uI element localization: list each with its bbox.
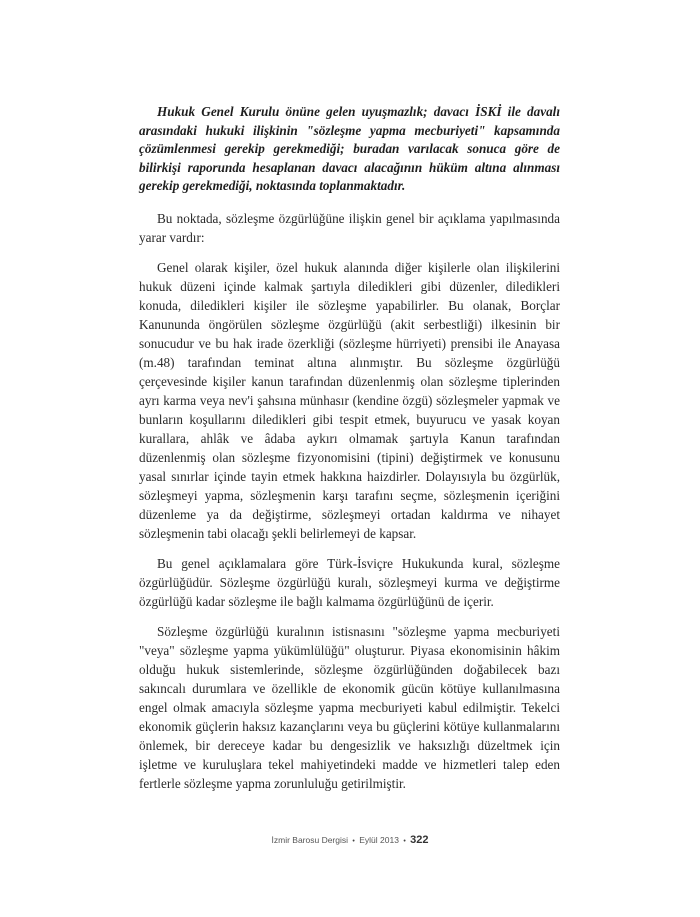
footer-journal: İzmir Barosu Dergisi [271, 835, 349, 845]
footer-date: Eylül 2013 [359, 835, 399, 845]
document-body [139, 103, 560, 804]
lead-paragraph: Hukuk Genel Kurulu önüne gelen uyuşmazlık; davacı İSKİ ile davalı arasındaki hukuki ilişkinin "sözleşme yapma mecburiyeti" kapsamında çözümlenmesi gerekip gerekmediği; buradan varılacak sonuca göre de bilirkişi raporunda hesaplanan davacı alacağının hüküm altına alınması gerekip gerekmediği, noktasında toplanmaktadır. [139, 104, 560, 194]
body-paragraph: Sözleşme özgürlüğü kuralının istisnasını "sözleşme yapma mecburiyeti "veya" sözleşme yapma yükümlülüğü" oluşturur. Piyasa ekonomisinin hâkim olduğu hukuk sistemlerinde, sözleşme özgürlüğünden doğabilecek bazı sakıncalı durumlara ve özellikle de ekonomik gücün kötüye kullanılmasına engel olmak amacıyla sözleşme yapma mecburiyeti kabul edilmiştir. Tekelci ekonomik güçlerin haksız kazançlarını veya bu güçlerini kötüye kullanmalarını önlemek, bir dereceye kadar bu dengesizlik ve haksızlığı düzeltmek için işletme ve kuruluşlara tekel mahiyetindeki madde ve hizmetleri talep eden fertlerle sözleşme yapma zorunluluğu getirilmiştir. [139, 623, 560, 791]
page-number: 322 [410, 834, 429, 846]
body-paragraph: Bu noktada, sözleşme özgürlüğüne ilişkin genel bir açıklama yapılmasında yarar vardır: [139, 210, 560, 245]
body-paragraph: Genel olarak kişiler, özel hukuk alanında diğer kişilerle olan ilişkilerini hukuk düzeni içinde kalmak şartıyla diledikleri gibi düzenler, diledikleri konuda, diledikleri kişiler ile sözleşme yapabilirler. Bu olanak, Borçlar Kanununda öngörülen sözleşme özgürlüğü (akit serbestliği) ilkesinin bir sonucudur ve bu hak irade özerkliği (sözleşme hürriyeti) prensibi ile Anayasa (m.48) tarafından teminat altına alınmıştır. Bu sözleşme özgürlüğü çerçevesinde kişiler kanun tarafından düzenlenmiş olan sözleşme tiplerinden ayrı karma veya nev'i şahsına münhasır (kendine özgü) sözleşmeler yapmak ve bunların koşullarını diledikleri gibi tespit etmek, buyurucu ve yasak koyan kurallara, ahlâk ve âdaba aykırı olmamak şartıyla Kanun tarafından düzenlenmiş olan sözleşme fizyonomisini (tipini) değiştirmek ve konusunu yasal sınırlar içinde tayin etmek hakkına haizdirler. Dolayısıyla bu özgürlük, sözleşmeyi yapma, sözleşmenin karşı tarafını seçme, sözleşmenin içeriğini düzenleme ya da değiştirme, sözleşmeyi ortadan kaldırma ve nihayet sözleşmenin tabi olacağı şekli belirlemeyi de kapsar. [139, 259, 560, 541]
page-footer [0, 833, 700, 849]
footer-separator: • [352, 838, 355, 845]
body-paragraph: Bu genel açıklamalara göre Türk-İsviçre Hukukunda kural, sözleşme özgürlüğüdür. Sözleşme özgürlüğü kuralı, sözleşmeyi kurma ve değiştirme özgürlüğü kadar sözleşme ile bağlı kalmama özgürlüğünü de içerir. [139, 555, 560, 609]
footer-separator: • [403, 838, 406, 845]
